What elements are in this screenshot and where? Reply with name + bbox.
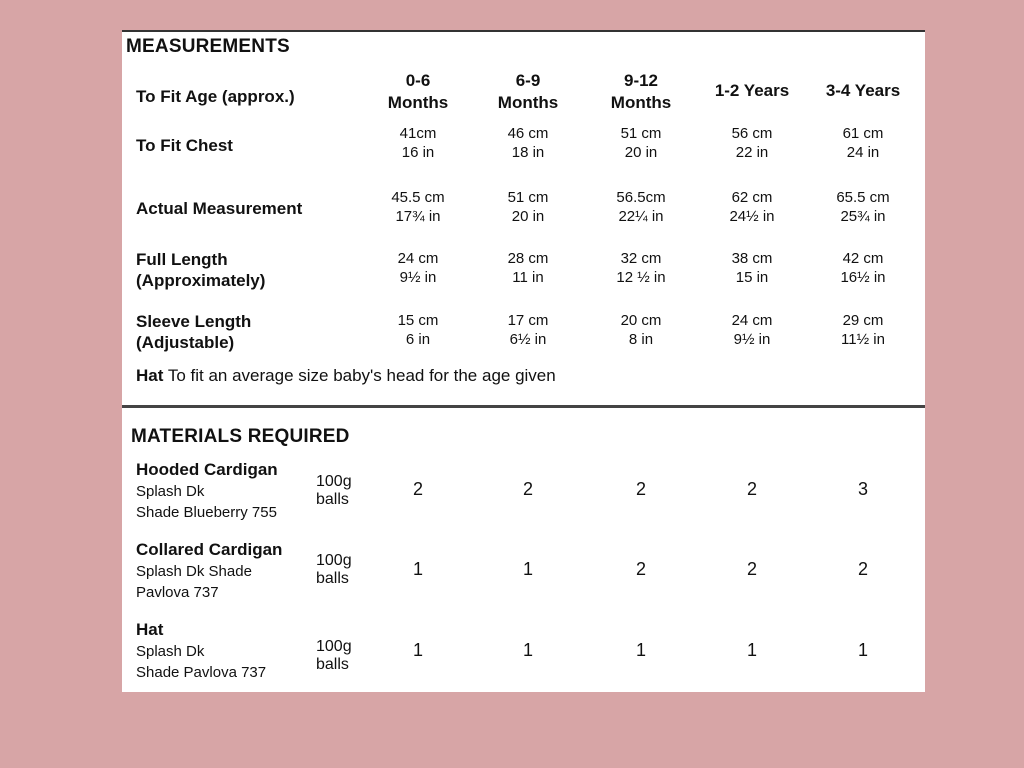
material-unit-hat: 100g balls <box>316 638 352 673</box>
material-name-collared-cardigan: Collared Cardigan <box>136 540 283 559</box>
size-header-2: 9-12 Months <box>610 71 672 112</box>
size-header-3: 1-2 Years <box>714 81 790 100</box>
actual-cell-0: 45.5 cm 17¾ in <box>391 189 445 225</box>
chest-cell-1: 46 cm 18 in <box>507 125 549 161</box>
sleeve-cell-3: 24 cm 9½ in <box>731 312 773 348</box>
sleeve-cell-0: 15 cm 6 in <box>397 312 439 348</box>
measurements-title: MEASUREMENTS <box>126 36 290 57</box>
material-qty-2: 2 <box>635 559 646 579</box>
material-qty-4: 3 <box>857 479 868 499</box>
size-header-4: 3-4 Years <box>825 81 901 100</box>
size-header-1: 6-9 Months <box>497 71 559 112</box>
material-qty-0: 2 <box>412 479 423 499</box>
sleeve-length-row-label: Sleeve Length (Adjustable) <box>136 312 252 352</box>
material-name-hat: Hat <box>136 620 164 639</box>
age-row-label: To Fit Age (approx.) <box>136 87 295 106</box>
material-qty-0: 1 <box>412 640 423 660</box>
material-unit-hooded-cardigan: 100g balls <box>316 473 352 508</box>
section-divider <box>122 405 925 408</box>
material-qty-4: 2 <box>857 559 868 579</box>
material-qty-2: 1 <box>635 640 646 660</box>
length-cell-1: 28 cm 11 in <box>507 250 549 286</box>
material-desc-hooded-cardigan: Splash Dk Shade Blueberry 755 <box>136 483 277 521</box>
chest-cell-0: 41cm 16 in <box>399 125 437 161</box>
hat-note-label: Hat <box>136 366 164 385</box>
material-desc-hat: Splash Dk Shade Pavlova 737 <box>136 643 267 681</box>
material-desc-collared-cardigan: Splash Dk Shade Pavlova 737 <box>136 563 252 601</box>
material-qty-1: 2 <box>522 479 533 499</box>
actual-cell-1: 51 cm 20 in <box>507 189 549 225</box>
length-cell-2: 32 cm 12 ½ in <box>616 250 666 286</box>
top-rule <box>122 30 925 32</box>
material-qty-1: 1 <box>522 640 533 660</box>
actual-cell-2: 56.5cm 22¼ in <box>616 189 666 225</box>
hat-note <box>136 366 556 386</box>
actual-cell-4: 65.5 cm 25¾ in <box>836 189 890 225</box>
material-qty-3: 2 <box>746 479 757 499</box>
chest-cell-3: 56 cm 22 in <box>731 125 773 161</box>
chest-row-label: To Fit Chest <box>136 136 233 155</box>
length-cell-3: 38 cm 15 in <box>731 250 773 286</box>
material-qty-1: 1 <box>522 559 533 579</box>
sleeve-cell-2: 20 cm 8 in <box>620 312 662 348</box>
material-unit-collared-cardigan: 100g balls <box>316 552 352 587</box>
chest-cell-4: 61 cm 24 in <box>842 125 884 161</box>
actual-row-label: Actual Measurement <box>136 199 303 218</box>
material-name-hooded-cardigan: Hooded Cardigan <box>136 460 278 479</box>
material-qty-3: 1 <box>746 640 757 660</box>
material-qty-2: 2 <box>635 479 646 499</box>
material-qty-0: 1 <box>412 559 423 579</box>
chest-cell-2: 51 cm 20 in <box>620 125 662 161</box>
full-length-row-label: Full Length (Approximately) <box>136 250 266 290</box>
pattern-sheet <box>122 30 925 692</box>
size-header-0: 0-6 Months <box>387 71 449 112</box>
length-cell-4: 42 cm 16½ in <box>840 250 886 286</box>
materials-title: MATERIALS REQUIRED <box>131 426 350 447</box>
hat-note-text: To fit an average size baby's head for the age given <box>167 366 556 385</box>
material-qty-3: 2 <box>746 559 757 579</box>
sleeve-cell-1: 17 cm 6½ in <box>507 312 549 348</box>
sleeve-cell-4: 29 cm 11½ in <box>841 312 885 348</box>
material-qty-4: 1 <box>857 640 868 660</box>
actual-cell-3: 62 cm 24½ in <box>729 189 775 225</box>
length-cell-0: 24 cm 9½ in <box>397 250 439 286</box>
